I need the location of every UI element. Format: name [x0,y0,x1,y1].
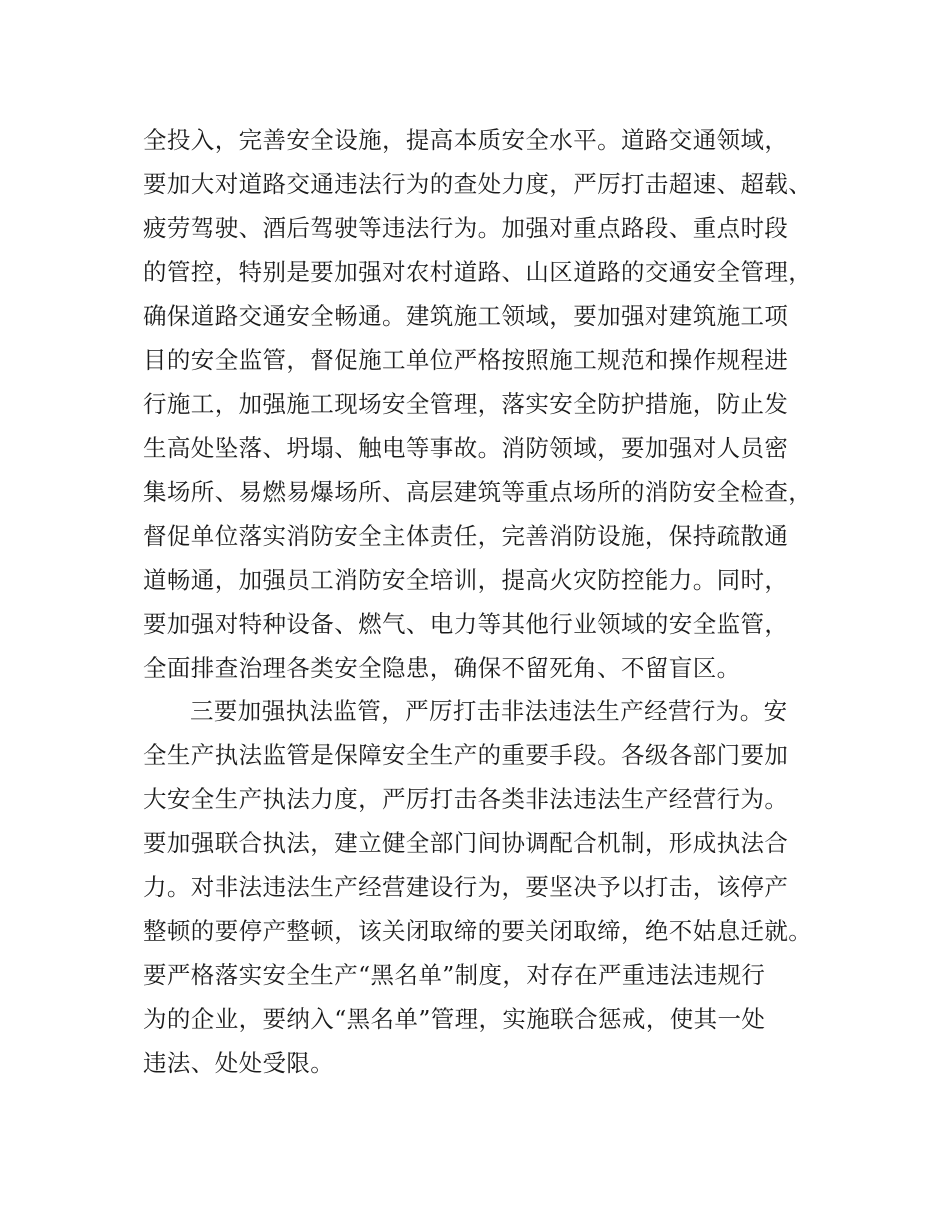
text-line: 确保道路交通安全畅通。建筑施工领域，要加强对建筑施工项 [143,302,789,330]
text-line: 要严格落实安全生产“黑名单”制度，对存在严重违法违规行 [143,961,766,989]
text-line: 要加强对特种设备、燃气、电力等其他行业领域的安全监管， [143,610,789,638]
text-line: 要加大对道路交通违法行为的查处力度，严厉打击超速、超载、 [143,170,813,198]
text-line: 行施工，加强施工现场安全管理，落实安全防护措施，防止发 [143,390,789,418]
text-line: 生高处坠落、坍塌、触电等事故。消防领域，要加强对人员密 [143,434,789,462]
text-line: 督促单位落实消防安全主体责任，完善消防设施，保持疏散通 [143,522,789,550]
text-line: 大安全生产执法力度，严厉打击各类非法违法生产经营行为。 [143,785,789,813]
text-line: 全生产执法监管是保障安全生产的重要手段。各级各部门要加 [143,741,789,769]
text-line: 三要加强执法监管，严厉打击非法违法生产经营行为。安 [190,697,788,725]
text-line: 全投入，完善安全设施，提高本质安全水平。道路交通领域， [143,126,789,154]
text-line: 违法、处处受限。 [143,1049,335,1077]
text-line: 的管控，特别是要加强对农村道路、山区道路的交通安全管理， [143,258,813,286]
text-line: 全面排查治理各类安全隐患，确保不留死角、不留盲区。 [143,654,741,682]
text-line: 要加强联合执法，建立健全部门间协调配合机制，形成执法合 [143,829,789,857]
text-line: 集场所、易燃易爆场所、高层建筑等重点场所的消防安全检查， [143,478,813,506]
text-line: 道畅通，加强员工消防安全培训，提高火灾防控能力。同时， [143,566,789,594]
text-line: 为的企业，要纳入“黑名单”管理，实施联合惩戒，使其一处 [143,1005,766,1033]
text-line: 整顿的要停产整顿，该关闭取缔的要关闭取缔，绝不姑息迁就。 [143,917,813,945]
text-line: 疲劳驾驶、酒后驾驶等违法行为。加强对重点路段、重点时段 [143,214,789,242]
text-line: 目的安全监管，督促施工单位严格按照施工规范和操作规程进 [143,346,789,374]
text-line: 力。对非法违法生产经营建设行为，要坚决予以打击，该停产 [143,873,789,901]
